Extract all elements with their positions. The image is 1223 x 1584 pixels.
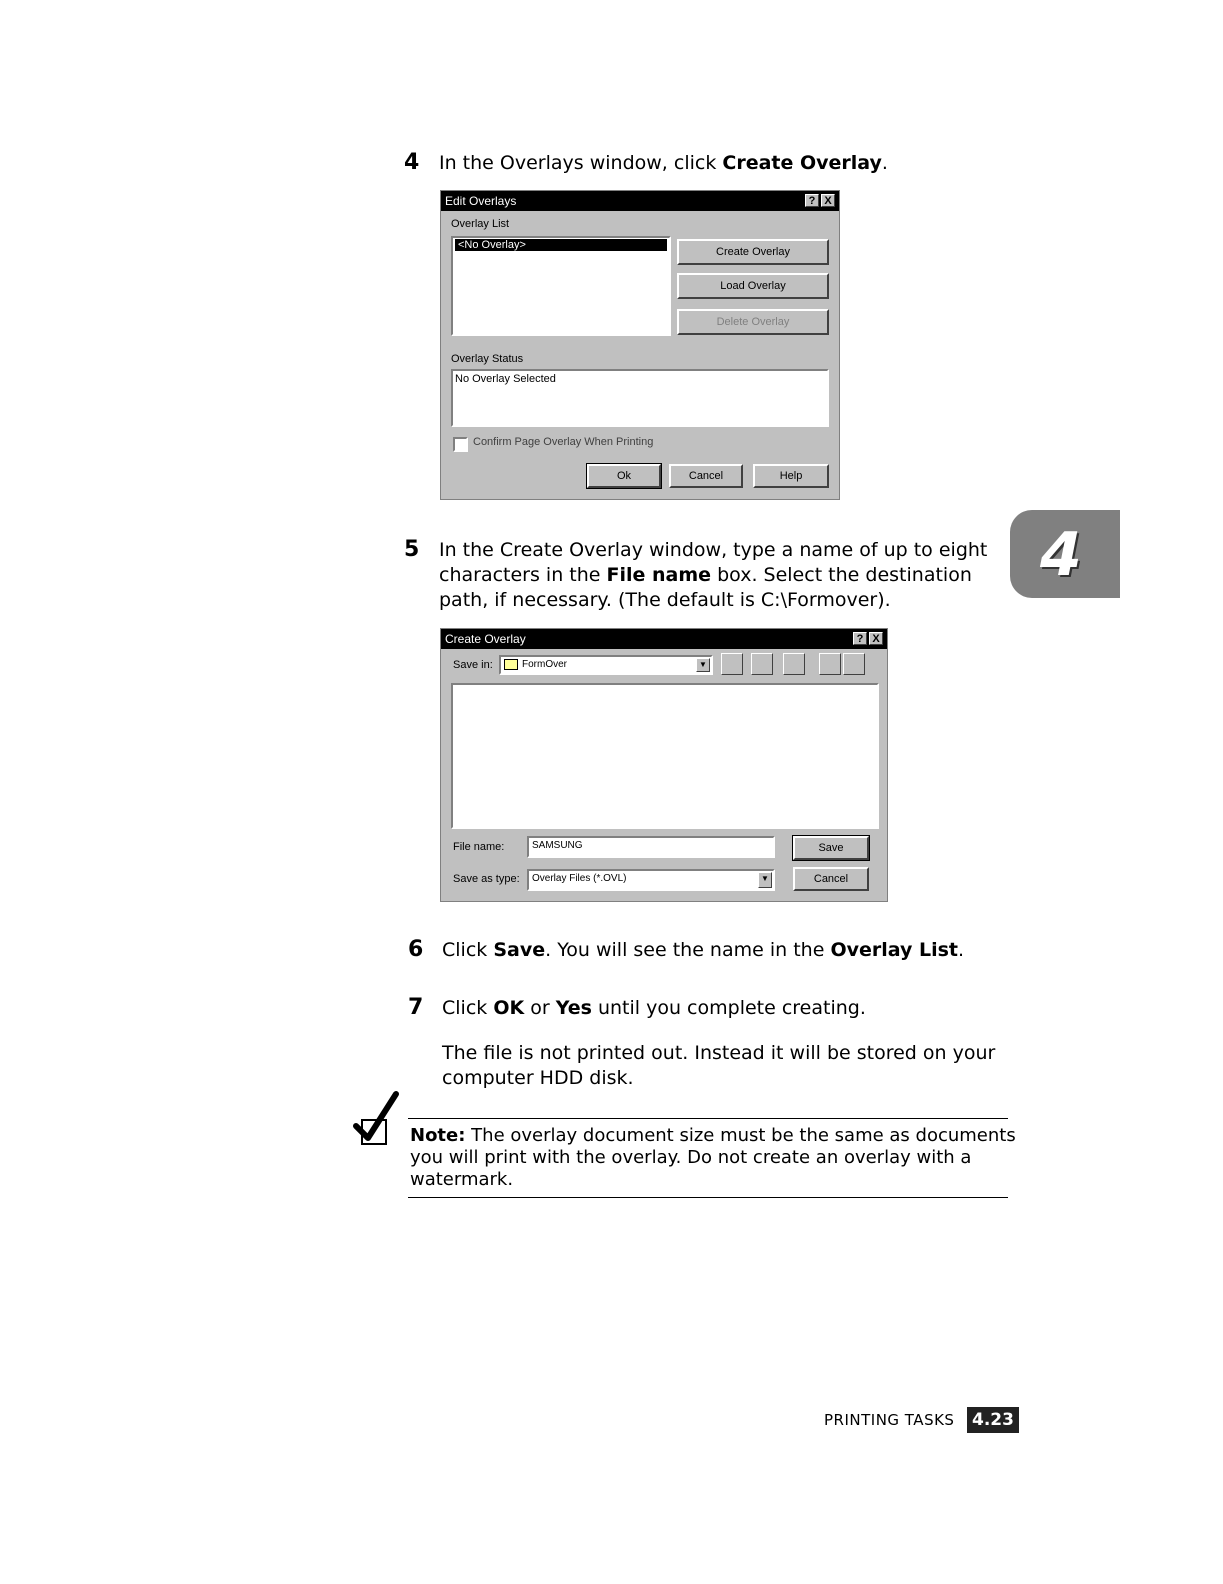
confirm-overlay-label: Confirm Page Overlay When Printing <box>473 436 654 448</box>
delete-overlay-button[interactable]: Delete Overlay <box>677 309 829 335</box>
file-name-input[interactable]: SAMSUNG <box>527 836 775 858</box>
footer-section-title: PRINTING TASKS <box>824 1411 955 1429</box>
note-bottom-rule <box>408 1197 1008 1198</box>
save-as-type-label: Save as type: <box>453 873 520 885</box>
overlay-status-text: No Overlay Selected <box>455 373 556 385</box>
folder-icon <box>504 659 518 670</box>
overlay-status-label: Overlay Status <box>451 353 524 365</box>
new-folder-icon[interactable] <box>783 653 805 675</box>
create-overlay-title: Create Overlay <box>445 632 526 646</box>
close-icon[interactable]: X <box>821 194 835 207</box>
note-line-1: Note: The overlay document size must be the same as documents <box>410 1125 1016 1146</box>
step-7-paragraph <box>442 1041 995 1091</box>
step-5-number: 5 <box>404 537 420 562</box>
save-as-type-dropdown[interactable] <box>527 869 775 891</box>
step-7-number: 7 <box>408 995 424 1020</box>
list-view-icon[interactable] <box>819 653 841 675</box>
checkmark-note-icon <box>352 1090 400 1156</box>
file-list[interactable] <box>451 683 879 829</box>
overlay-list-label: Overlay List <box>451 218 510 230</box>
load-overlay-button[interactable]: Load Overlay <box>677 273 829 299</box>
note-line-3: watermark. <box>410 1169 514 1190</box>
step-4-number: 4 <box>404 150 420 175</box>
step-5-line-2: characters in the File name box. Select the destination <box>439 564 972 586</box>
close-icon[interactable]: X <box>869 632 883 645</box>
chevron-down-icon[interactable]: ▼ <box>758 872 772 888</box>
page-number: 4.23 <box>967 1407 1019 1433</box>
create-overlay-titlebar <box>441 629 887 649</box>
edit-overlays-titlebar <box>441 191 839 211</box>
up-folder-icon[interactable] <box>721 653 743 675</box>
step-6-text: Click Save. You will see the name in the Overlay List. <box>442 939 965 961</box>
ok-button[interactable]: Ok <box>587 464 661 488</box>
create-overlay-button[interactable]: Create Overlay <box>677 239 829 265</box>
create-overlay-dialog <box>440 628 888 902</box>
help-icon[interactable]: ? <box>853 632 867 645</box>
cancel-button[interactable]: Cancel <box>793 867 869 891</box>
save-in-value: FormOver <box>522 659 567 670</box>
save-in-label: Save in: <box>453 659 493 671</box>
step-7-paragraph-line-2: computer HDD disk. <box>442 1067 634 1089</box>
step-7-text: Click OK or Yes until you complete creating. <box>442 997 866 1019</box>
save-in-dropdown[interactable] <box>499 655 713 675</box>
note-text <box>410 1125 1016 1191</box>
step-5-text <box>439 538 987 613</box>
save-as-type-value: Overlay Files (*.OVL) <box>532 873 627 884</box>
step-5-line-3: path, if necessary. (The default is C:\Formover). <box>439 589 891 611</box>
step-7-paragraph-line-1: The file is not printed out. Instead it will be stored on your <box>442 1042 996 1064</box>
chevron-down-icon[interactable]: ▼ <box>696 658 710 672</box>
edit-overlays-title: Edit Overlays <box>445 194 517 208</box>
step-6-number: 6 <box>408 937 424 962</box>
note-label: Note: <box>410 1125 466 1146</box>
cancel-button[interactable]: Cancel <box>669 464 743 488</box>
chapter-tab <box>1010 510 1120 598</box>
confirm-overlay-checkbox[interactable] <box>453 437 468 452</box>
details-view-icon[interactable] <box>843 653 865 675</box>
help-button[interactable]: Help <box>753 464 829 488</box>
overlay-list-item-selected[interactable]: <No Overlay> <box>455 239 667 251</box>
file-name-label: File name: <box>453 841 505 853</box>
note-top-rule <box>408 1118 1008 1119</box>
edit-overlays-dialog <box>440 190 840 500</box>
desktop-icon[interactable] <box>751 653 773 675</box>
save-button[interactable]: Save <box>793 836 869 860</box>
note-line-2: you will print with the overlay. Do not create an overlay with a <box>410 1147 972 1168</box>
step-5-line-1: In the Create Overlay window, type a name of up to eight <box>439 539 988 561</box>
overlay-status-box <box>451 369 829 427</box>
help-icon[interactable]: ? <box>805 194 819 207</box>
overlay-list[interactable] <box>451 236 671 336</box>
chapter-tab-number: 4 <box>1040 520 1082 590</box>
step-4-text: In the Overlays window, click Create Overlay. <box>439 152 888 174</box>
